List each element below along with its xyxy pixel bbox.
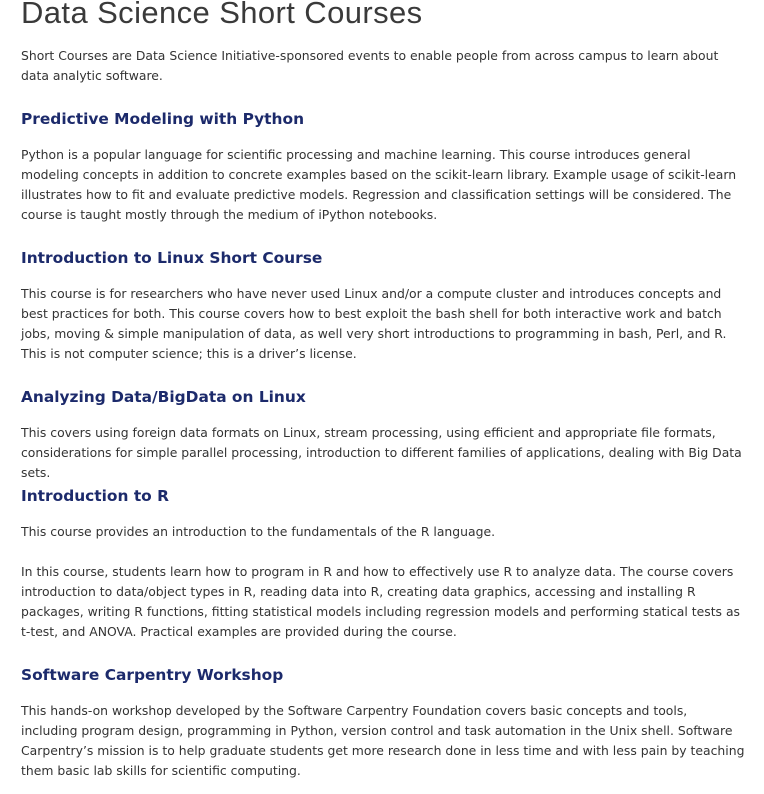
course-section-r: [21, 486, 746, 642]
course-heading: Introduction to Linux Short Course: [21, 249, 323, 267]
course-heading: Predictive Modeling with Python: [21, 110, 305, 128]
course-section-carpentry: [21, 665, 746, 781]
intro-paragraph: Short Courses are Data Science Initiative-sponsored events to enable people from across campus to learn about data analytic software.: [21, 48, 719, 83]
course-description: This course provides an introduction to the fundamentals of the R language.: [21, 524, 496, 539]
course-description: This course is for researchers who have never used Linux and/or a compute cluster and introduces concepts and best practices for both. This course covers how to best exploit the bash shell for both interactive work and batch jobs, moving & simple manipulation of data, as well very short introductions to programming in bash, Perl, and R. This is not computer science; this is a driver’s license.: [21, 286, 727, 361]
page-title: Data Science Short Courses: [21, 0, 423, 30]
course-description: This covers using foreign data formats on Linux, stream processing, using efficient and appropriate file formats, considerations for simple parallel processing, introduction to different families of applications, dealing with Big Data sets.: [21, 425, 742, 480]
course-description: In this course, students learn how to program in R and how to effectively use R to analyze data. The course covers introduction to data/object types in R, reading data into R, creating data graphics, accessing and installing R packages, writing R functions, fitting statistical models including regression models and performing statical tests as t-test, and ANOVA. Practical examples are provided during the course.: [21, 564, 740, 639]
course-section-python: [21, 109, 746, 225]
course-heading: Analyzing Data/BigData on Linux: [21, 388, 306, 406]
course-heading: Introduction to R: [21, 487, 169, 505]
course-section-linux: [21, 248, 746, 364]
course-description: This hands-on workshop developed by the Software Carpentry Foundation covers basic concepts and tools, including program design, programming in Python, version control and task automation in the Unix shell. Software Carpentry’s mission is to help graduate students get more research done in less time and with less pain by teaching them basic lab skills for scientific computing.: [21, 703, 745, 778]
course-section-bigdata: [21, 387, 746, 483]
page-content: [21, 0, 746, 778]
course-heading: Software Carpentry Workshop: [21, 666, 284, 684]
course-description: Python is a popular language for scientific processing and machine learning. This course introduces general modeling concepts in addition to concrete examples based on the scikit-learn library. Example usage of scikit-learn illustrates how to fit and evaluate predictive models. Regression and classification settings will be considered. The course is taught mostly through the medium of iPython notebooks.: [21, 147, 737, 222]
